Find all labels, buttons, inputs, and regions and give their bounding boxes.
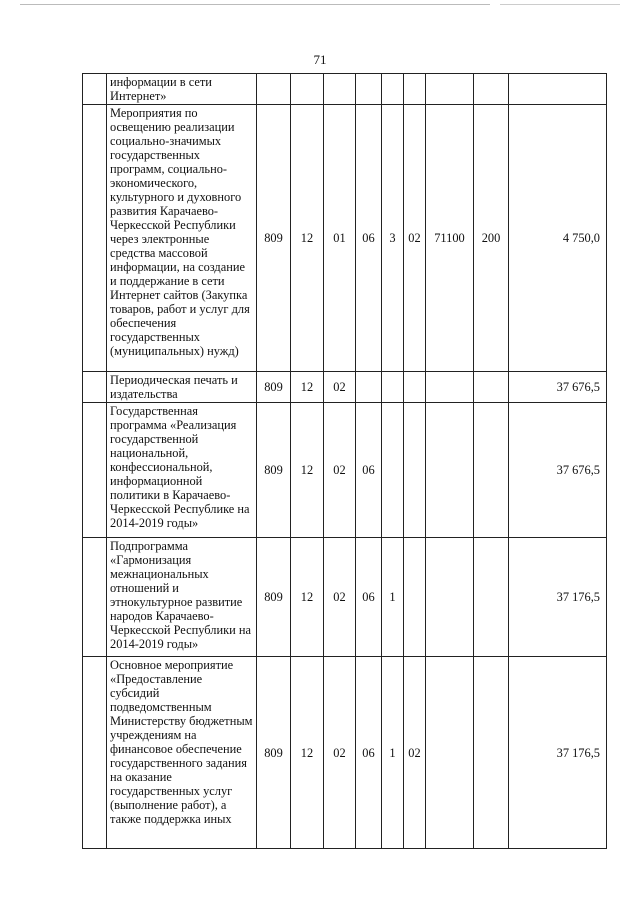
amount-cell: 37 176,5	[509, 538, 607, 657]
amount-cell	[509, 74, 607, 105]
event-cell: 02	[404, 105, 426, 372]
program-cell: 06	[356, 538, 382, 657]
table-row	[83, 403, 607, 538]
section-cell: 12	[291, 105, 324, 372]
direction-cell	[426, 74, 474, 105]
event-cell	[404, 372, 426, 403]
subprogram-cell: 1	[382, 538, 404, 657]
subprogram-cell: 1	[382, 657, 404, 849]
amount-cell: 4 750,0	[509, 105, 607, 372]
program-cell: 06	[356, 105, 382, 372]
description-cell: Периодическая печать и издательства	[107, 372, 257, 403]
program-cell: 06	[356, 657, 382, 849]
row-index-cell	[83, 105, 107, 372]
description-cell: Основное мероприятие «Предоставление субсидий подведомственным Министерству бюджетным учреждениям на финансовое обеспечение государственного задания на оказание государственных услуг (выполнение работ), а также поддержка иных	[107, 657, 257, 849]
description-cell: Подпрограмма «Гармонизация межнациональных отношений и этнокультурное развитие народов Карачаево-Черкесской Республики на 2014-2019 годы»	[107, 538, 257, 657]
amount-cell: 37 176,5	[509, 657, 607, 849]
expense-type-cell: 200	[474, 105, 509, 372]
table-row	[83, 657, 607, 849]
code-cell: 809	[257, 538, 291, 657]
expense-type-cell	[474, 74, 509, 105]
section-cell	[291, 74, 324, 105]
direction-cell	[426, 657, 474, 849]
row-index-cell	[83, 74, 107, 105]
expense-type-cell	[474, 538, 509, 657]
row-index-cell	[83, 403, 107, 538]
description-cell: Государственная программа «Реализация государственной национальной, конфессиональной, информационной политики в Карачаево-Черкесской Республике на 2014-2019 годы»	[107, 403, 257, 538]
code-cell: 809	[257, 657, 291, 849]
program-cell	[356, 74, 382, 105]
section-cell: 12	[291, 372, 324, 403]
subprogram-cell: 3	[382, 105, 404, 372]
subsection-cell: 02	[324, 403, 356, 538]
description-cell: информации в сети Интернет»	[107, 74, 257, 105]
row-index-cell	[83, 657, 107, 849]
event-cell: 02	[404, 657, 426, 849]
table-row	[83, 105, 607, 372]
subprogram-cell	[382, 372, 404, 403]
table-row	[83, 538, 607, 657]
program-cell: 06	[356, 403, 382, 538]
expense-type-cell	[474, 657, 509, 849]
page-number: 71	[313, 52, 327, 67]
section-cell: 12	[291, 403, 324, 538]
subsection-cell: 02	[324, 538, 356, 657]
subsection-cell: 02	[324, 372, 356, 403]
section-cell: 12	[291, 538, 324, 657]
section-cell: 12	[291, 657, 324, 849]
expense-type-cell	[474, 372, 509, 403]
budget-table	[82, 73, 607, 849]
direction-cell	[426, 372, 474, 403]
direction-cell	[426, 403, 474, 538]
expense-type-cell	[474, 403, 509, 538]
scan-artifact-line	[20, 4, 490, 5]
table-row	[83, 74, 607, 105]
scan-artifact-line	[500, 4, 620, 5]
subsection-cell	[324, 74, 356, 105]
amount-cell: 37 676,5	[509, 372, 607, 403]
code-cell: 809	[257, 372, 291, 403]
code-cell: 809	[257, 403, 291, 538]
subsection-cell: 01	[324, 105, 356, 372]
program-cell	[356, 372, 382, 403]
direction-cell: 71100	[426, 105, 474, 372]
amount-cell: 37 676,5	[509, 403, 607, 538]
table-row	[83, 372, 607, 403]
subprogram-cell	[382, 74, 404, 105]
subsection-cell: 02	[324, 657, 356, 849]
row-index-cell	[83, 372, 107, 403]
row-index-cell	[83, 538, 107, 657]
event-cell	[404, 538, 426, 657]
event-cell	[404, 403, 426, 538]
direction-cell	[426, 538, 474, 657]
code-cell: 809	[257, 105, 291, 372]
code-cell	[257, 74, 291, 105]
subprogram-cell	[382, 403, 404, 538]
event-cell	[404, 74, 426, 105]
description-cell: Мероприятия по освещению реализации социально-значимых государственных программ, социально-экономического, культурного и духовного развития Карачаево-Черкесской Республики через электронные средства массовой информации, на создание и поддержание в сети Интернет сайтов (Закупка товаров, работ и услуг для обеспечения государственных (муниципальных) нужд)	[107, 105, 257, 372]
